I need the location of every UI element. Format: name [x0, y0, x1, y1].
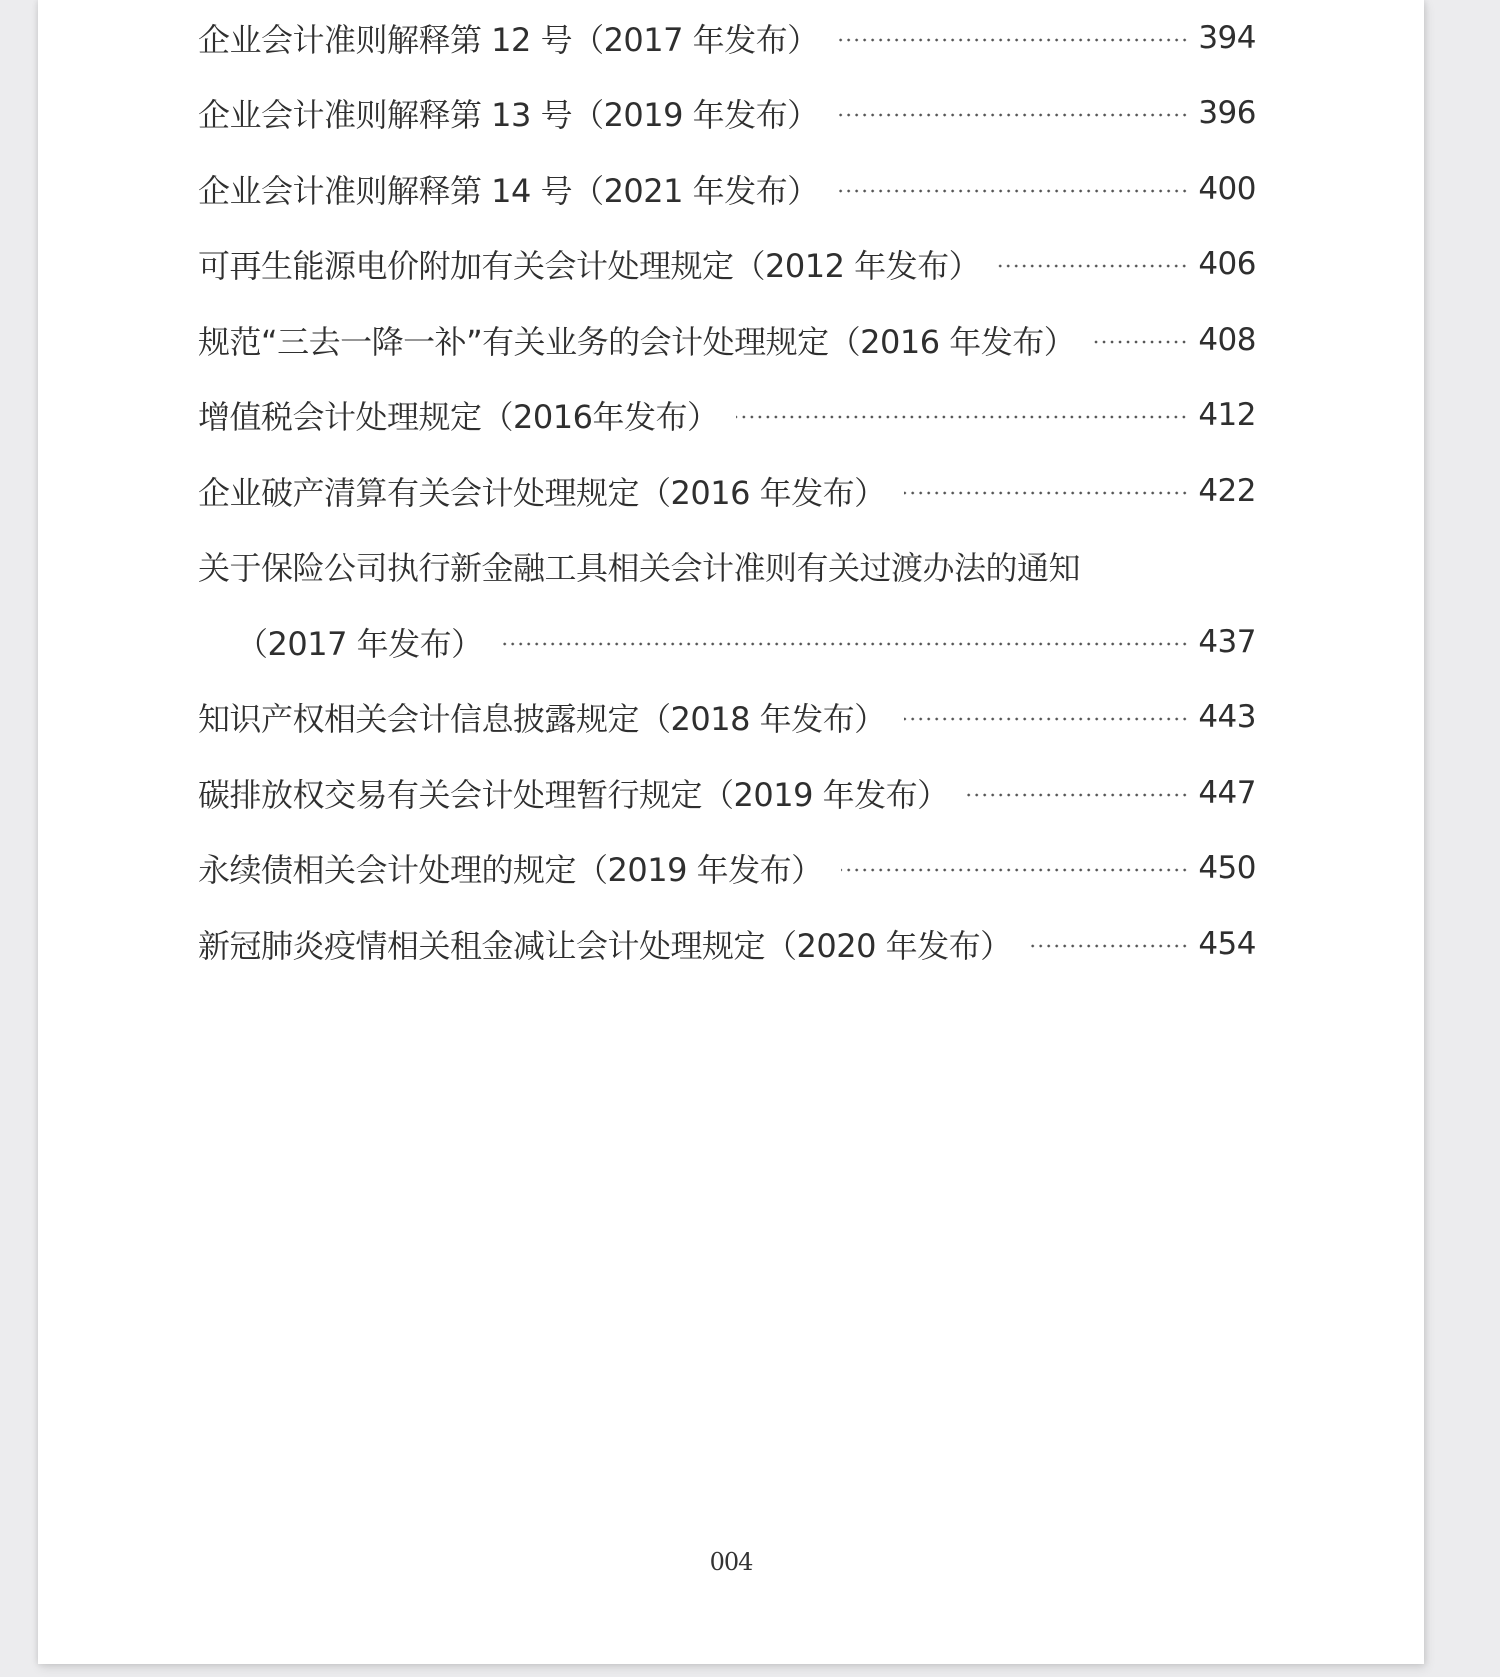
table-of-contents	[198, 0, 1256, 982]
dot-leader	[967, 793, 1189, 797]
toc-entry-page: 454	[1198, 925, 1256, 962]
document-page	[38, 0, 1424, 1664]
toc-entry[interactable]	[198, 0, 1256, 76]
dot-leader	[736, 415, 1188, 419]
toc-entry-page: 412	[1198, 397, 1256, 434]
toc-entry[interactable]	[198, 906, 1256, 982]
toc-entry-page: 437	[1198, 623, 1256, 660]
toc-entry-title: 知识产权相关会计信息披露规定（2018 年发布）	[198, 700, 886, 739]
toc-entry-page: 396	[1198, 95, 1256, 132]
toc-entry-page: 406	[1198, 246, 1256, 283]
dot-leader	[1030, 944, 1189, 948]
toc-entry[interactable]	[198, 151, 1256, 227]
toc-entry-page: 400	[1198, 170, 1256, 207]
toc-entry-title: 企业会计准则解释第 12 号（2017 年发布）	[198, 20, 819, 59]
toc-entry-title: 永续债相关会计处理的规定（2019 年发布）	[198, 851, 823, 890]
toc-entry-title: 增值税会计处理规定（2016年发布）	[198, 398, 719, 437]
toc-entry-title: 碳排放权交易有关会计处理暂行规定（2019 年发布）	[198, 775, 949, 814]
toc-entry[interactable]	[198, 831, 1256, 907]
toc-entry-title: 规范“三去一降一补”有关业务的会计处理规定（2016 年发布）	[198, 322, 1076, 361]
toc-entry[interactable]	[198, 302, 1256, 378]
toc-entry[interactable]	[198, 227, 1256, 303]
toc-entry[interactable]	[198, 680, 1256, 756]
toc-entry[interactable]	[198, 76, 1256, 152]
toc-entry-title: 企业破产清算有关会计处理规定（2016 年发布）	[198, 473, 886, 512]
toc-entry-first-line[interactable]	[198, 529, 1256, 605]
toc-entry-page: 394	[1198, 19, 1256, 56]
toc-entry-page: 450	[1198, 850, 1256, 887]
toc-entry-title: 企业会计准则解释第 14 号（2021 年发布）	[198, 171, 819, 210]
toc-entry-page: 408	[1198, 321, 1256, 358]
toc-entry[interactable]	[198, 755, 1256, 831]
toc-entry-title: 可再生能源电价附加有关会计处理规定（2012 年发布）	[198, 247, 981, 286]
toc-entry-page: 443	[1198, 699, 1256, 736]
toc-entry-title: 企业会计准则解释第 13 号（2019 年发布）	[198, 96, 819, 135]
dot-leader	[841, 868, 1189, 872]
dot-leader	[998, 264, 1188, 268]
dot-leader	[904, 491, 1189, 495]
toc-entry[interactable]	[198, 378, 1256, 454]
dot-leader	[904, 717, 1189, 721]
toc-entry-continuation[interactable]	[198, 604, 1256, 680]
toc-entry-title: 新冠肺炎疫情相关租金减让会计处理规定（2020 年发布）	[198, 926, 1012, 965]
toc-entry[interactable]	[198, 453, 1256, 529]
toc-entry-title: 关于保险公司执行新金融工具相关会计准则有关过渡办法的通知	[198, 549, 1081, 588]
dot-leader	[837, 189, 1189, 193]
toc-entry-page: 447	[1198, 774, 1256, 811]
page-number: 004	[709, 1548, 753, 1576]
toc-entry-page: 422	[1198, 472, 1256, 509]
dot-leader	[1093, 340, 1188, 344]
dot-leader	[837, 38, 1189, 42]
dot-leader	[837, 113, 1189, 117]
toc-entry-title: （2017 年发布）	[236, 624, 483, 663]
dot-leader	[501, 642, 1189, 646]
